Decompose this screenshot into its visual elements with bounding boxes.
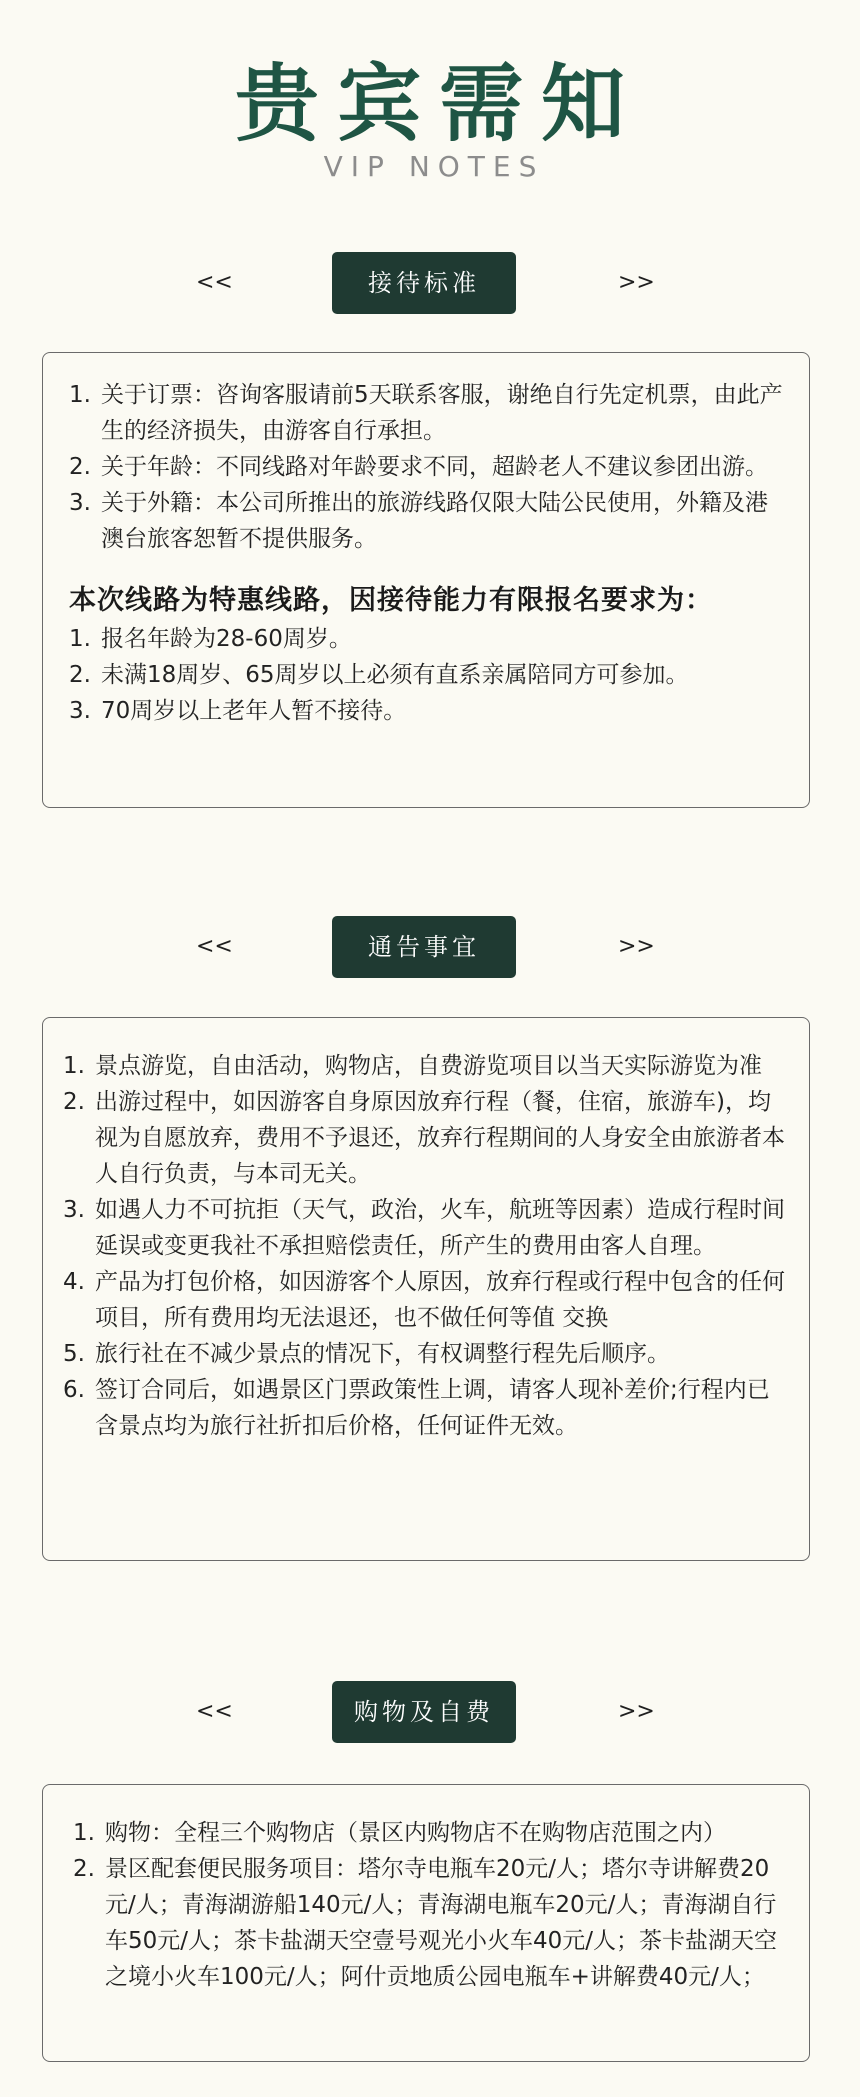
reception-list (69, 377, 783, 557)
list-item: 3. 关于外籍：本公司所推出的旅游线路仅限大陆公民使用，外籍及港澳台旅客恕暂不提供服务。 (69, 490, 768, 552)
left-arrow-marker: << (196, 1699, 233, 1724)
reception-standards-box (42, 352, 810, 808)
list-item: 2. 关于年龄：不同线路对年龄要求不同，超龄老人不建议参团出游。 (69, 454, 768, 480)
right-arrow-marker: >> (618, 270, 655, 295)
left-arrow-marker: << (196, 934, 233, 959)
page-title: 贵宾需知 (234, 55, 643, 153)
section-header-shopping (0, 1681, 860, 1743)
list-item: 1. 景点游览，自由活动，购物店，自费游览项目以当天实际游览为准 (63, 1053, 762, 1079)
list-item: 1. 关于订票：咨询客服请前5天联系客服，谢绝自行先定机票，由此产生的经济损失，由游客自行承担。 (69, 382, 783, 444)
shopping-box (42, 1784, 810, 2062)
section-header-reception (0, 252, 860, 314)
section-title-notices: 通告事宜 (332, 916, 516, 978)
shopping-list (73, 1815, 779, 1995)
list-item: 2. 出游过程中，如因游客自身原因放弃行程（餐，住宿，旅游车)，均视为自愿放弃，费用不予退还，放弃行程期间的人身安全由旅游者本人自行负责，与本司无关。 (63, 1089, 785, 1187)
right-arrow-marker: >> (618, 934, 655, 959)
special-route-heading: 本次线路为特惠线路，因接待能力有限报名要求为： (69, 585, 713, 616)
list-item: 5. 旅行社在不减少景点的情况下，有权调整行程先后顺序。 (63, 1341, 670, 1367)
section-title-reception: 接待标准 (332, 252, 516, 314)
list-item: 4. 产品为打包价格，如因游客个人原因，放弃行程或行程中包含的任何项目，所有费用均无法退还，也不做任何等值 交换 (63, 1269, 785, 1331)
list-item: 2. 未满18周岁、65周岁以上必须有直系亲属陪同方可参加。 (69, 662, 689, 688)
list-item: 3. 70周岁以上老年人暂不接待。 (69, 698, 407, 724)
notices-box (42, 1017, 810, 1561)
list-item: 2. 景区配套便民服务项目：塔尔寺电瓶车20元/人；塔尔寺讲解费20元/人；青海湖游船140元/人；青海湖电瓶车20元/人；青海湖自行车50元/人；茶卡盐湖天空壹号观光小火车40元/人；茶卡盐湖天空之境小火车100元/人；阿什贡地质公园电瓶车+讲解费40元/人； (73, 1856, 778, 1990)
list-item: 6. 签订合同后，如遇景区门票政策性上调，请客人现补差价;行程内已含景点均为旅行社折扣后价格，任何证件无效。 (63, 1377, 770, 1439)
right-arrow-marker: >> (618, 1699, 655, 1724)
list-item: 1. 购物：全程三个购物店（景区内购物店不在购物店范围之内） (73, 1820, 726, 1846)
requirement-list (69, 621, 783, 729)
list-item: 1. 报名年龄为28-60周岁。 (69, 626, 352, 652)
section-title-shopping: 购物及自费 (332, 1681, 516, 1743)
notices-list (63, 1048, 789, 1444)
page-subtitle: VIP NOTES (323, 150, 545, 183)
left-arrow-marker: << (196, 270, 233, 295)
list-item: 3. 如遇人力不可抗拒（天气，政治，火车，航班等因素）造成行程时间延误或变更我社不承担赔偿责任，所产生的费用由客人自理。 (63, 1197, 785, 1259)
section-header-notices (0, 916, 860, 978)
